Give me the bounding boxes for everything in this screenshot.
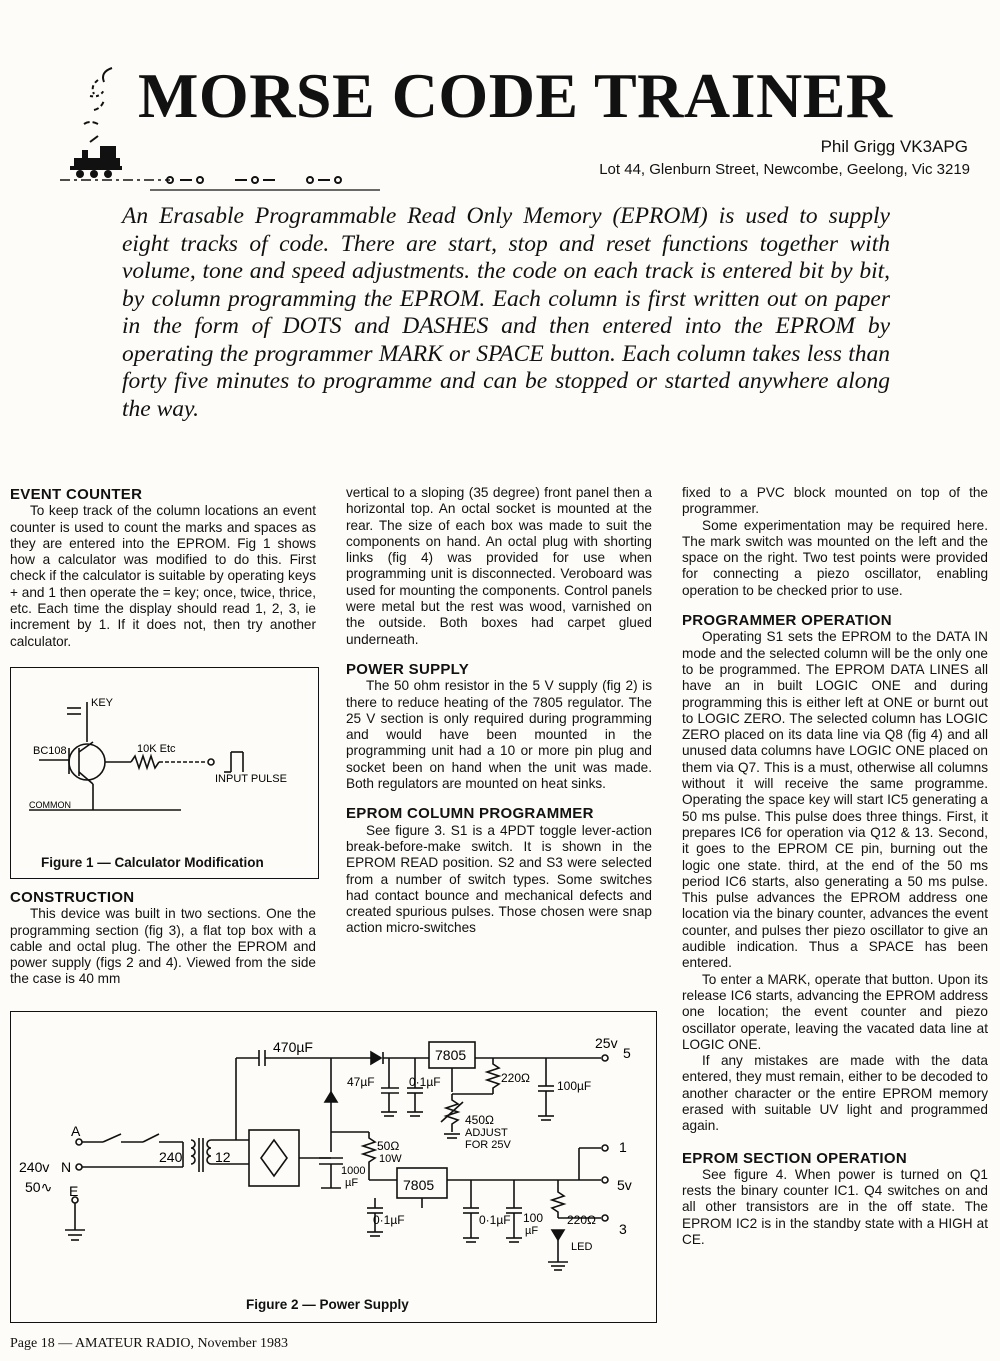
fig2-mains-v: 240v bbox=[19, 1159, 50, 1175]
fig2-adjust-1: ADJUST bbox=[465, 1127, 508, 1139]
fig2-cap-1000a: 1000 bbox=[341, 1165, 366, 1177]
eprom-section-heading: EPROM SECTION OPERATION bbox=[682, 1149, 907, 1167]
event-counter-heading: EVENT COUNTER bbox=[10, 486, 143, 503]
fig2-cap-1000b: µF bbox=[345, 1177, 359, 1189]
fig2-res-220b: 220Ω bbox=[567, 1213, 596, 1227]
programmer-operation-text-3: If any mistakes are made with the data entered, they must remain, either to be decoded to another character or the entire EPROM memory erased with suitable UV light and programmed again. bbox=[682, 1053, 988, 1134]
fig2-cap-470: 470µF bbox=[273, 1039, 313, 1055]
column-2 bbox=[346, 485, 652, 937]
fig2-cap-01b: 0·1µF bbox=[373, 1213, 405, 1227]
power-supply-text: The 50 ohm resistor in the 5 V supply (fig 2) is there to reduce heating of the 7805 regulator. The 25 V section is only required during programming and would have been mounted in the programming unit had a 10 or more pin plug and socket been on hand when the unit was made. Both regulators are mounted on heat sinks. bbox=[346, 678, 652, 792]
fig2-tx-primary: 240 bbox=[159, 1149, 183, 1165]
figure-2-schematic bbox=[11, 1012, 656, 1297]
fig2-res-50w: 10W bbox=[379, 1153, 402, 1165]
intro-paragraph: An Erasable Programmable Read Only Memory (EPROM) is used to supply eight tracks of code. There are start, stop and reset functions together with volume, tone and speed adjustments. the code on each track is entered bit by bit, by column programming the EPROM. Each column is first written out on paper in the form of DOTS and DASHES and then entered into the EPROM by operating the programmer MARK or SPACE button. Each column takes less than forty five minutes to programme and can be stopped or started anywhere along the way. bbox=[122, 203, 890, 422]
fig2-reg-top: 7805 bbox=[435, 1047, 467, 1063]
fig2-out-5v: 5v bbox=[617, 1177, 632, 1193]
figure-2-box bbox=[10, 1011, 657, 1323]
fig2-cap-100b1: 100 bbox=[523, 1211, 544, 1225]
fig2-cap-01a: 0·1µF bbox=[409, 1075, 441, 1089]
eprom-programmer-text: See figure 3. S1 is a 4PDT toggle lever-action break-before-make switch. It is shown in the EPROM READ position. S2 and S3 were selected from a number of switch types. Some switches had contact bounce and mechanical defects and created spurious pulses. Those chosen were snap action micro-switches bbox=[346, 822, 652, 936]
fig2-pot-450: 450Ω bbox=[465, 1113, 494, 1127]
experimentation-text: Some experimentation may be required here. The mark switch was mounted on the left and the space on the right. Two test points were provided for connecting a piezo oscillator, enabling operation to be checked prior to use. bbox=[682, 517, 988, 598]
power-supply-heading: POWER SUPPLY bbox=[346, 660, 470, 678]
fig1-resistor-label: 10K Etc bbox=[137, 743, 176, 755]
column-3-continued: fixed to a PVC block mounted on top of the programmer. bbox=[682, 485, 988, 517]
construction-heading: CONSTRUCTION bbox=[10, 889, 135, 906]
column-3 bbox=[682, 485, 988, 1248]
event-counter-text: To keep track of the column locations an event counter is used to count the marks and spaces as they are entered into the EPROM. Fig 1 shows how a calculator was modified to do this. First check if the calculator is suitable by operating keys + and 1 then operate the = key; once, twice, thrice, etc. Each time the display should read 1, 2, 3, ie increment by 1. If it does not, then try another calculator. bbox=[10, 503, 316, 649]
fig2-node-n: N bbox=[61, 1159, 72, 1175]
author-address: Lot 44, Glenburn Street, Newcombe, Geelong, Vic 3219 bbox=[599, 161, 970, 178]
fig2-pin1: 1 bbox=[619, 1139, 627, 1155]
fig2-pin5: 5 bbox=[623, 1045, 631, 1061]
fig2-adjust-2: FOR 25V bbox=[465, 1139, 511, 1151]
figure-1-schematic bbox=[11, 668, 318, 848]
fig2-res-50: 50Ω bbox=[377, 1139, 400, 1153]
fig2-cap-01c: 0·1µF bbox=[479, 1213, 511, 1227]
figure-1-box bbox=[10, 667, 319, 879]
page-footer: Page 18 — AMATEUR RADIO, November 1983 bbox=[10, 1336, 289, 1351]
fig2-node-e: E bbox=[69, 1183, 79, 1199]
fig2-mains-hz: 50∿ bbox=[25, 1179, 53, 1195]
fig1-transistor-label: BC108 bbox=[33, 745, 67, 757]
fig2-out-25v: 25v bbox=[595, 1035, 618, 1051]
fig2-reg-bottom: 7805 bbox=[403, 1177, 435, 1193]
fig2-led: LED bbox=[571, 1241, 593, 1253]
author-name: Phil Grigg VK3APG bbox=[820, 137, 968, 156]
fig2-cap-100a: 100µF bbox=[557, 1079, 592, 1093]
fig2-node-a: A bbox=[71, 1123, 81, 1139]
programmer-operation-text-1: Operating S1 sets the EPROM to the DATA IN mode and the selected column will be the only one to be programmed. The EPROM DATA LINES all have an in built LOGIC ONE and during programming this is either left at ONE or burnt out to LOGIC ZERO. The selected column has LOGIC ZERO placed on its data line via Q8 (fig 4) and all unused data columns have LOGIC ONE placed on them via Q7. This is a must, otherwise all columns without it will receive the same programme. Operating the space key will start IC5 generating a 50 ms pulse. This pulse does three things. First, it prepares IC6 for operation via Q12 & 13. Second, it goes to the EPROM CE pin, burning out the logic one state. third, at the end of the 50 ms period IC6 starts, also generating a 50 ms pulse. This pulse advances the EPROM address one location via the binary counter, advances the event counter, and pulses ther piezo oscillator to give an audible indication. Thus a SPACE has been entered. bbox=[682, 629, 988, 971]
fig2-cap-47: 47µF bbox=[347, 1075, 375, 1089]
fig1-input-label: INPUT PULSE bbox=[215, 773, 287, 785]
eprom-section-text: See figure 4. When power is turned on Q1 rests the binary counter IC1. Q4 switches on and all other transistors are in the off state. The EPROM IC2 is in the standby state with a HIGH at CE. bbox=[682, 1166, 988, 1248]
article-title: MORSE CODE TRAINER bbox=[138, 60, 893, 131]
fig2-pin3: 3 bbox=[619, 1221, 627, 1237]
morse-track-illustration bbox=[150, 160, 380, 195]
programmer-operation-text-2: To enter a MARK, operate that button. Upon its release IC6 starts, advancing the EPROM address one location; the event counter and piezo oscillator operate, leaving the vacated data line at LOGIC ONE. bbox=[682, 971, 988, 1052]
construction-continued: vertical to a sloping (35 degree) front panel then a horizontal top. An octal socket is mounted at the rear. The size of each box was made to suit the components on hand. An octal plug with shorting links (fig 4) was provided for use when programming unit is disconnected. Veroboard was used for mounting the components. Control panels were metal but the rest was wood, varnished on the outside. Both boxes had carpet glued underneath. bbox=[346, 485, 652, 647]
figure-2-caption: Figure 2 — Power Supply bbox=[246, 1297, 409, 1312]
column-1-bottom bbox=[10, 890, 316, 988]
column-1-top bbox=[10, 487, 316, 650]
fig2-cap-100b2: µF bbox=[525, 1225, 539, 1237]
fig2-res-220a: 220Ω bbox=[501, 1071, 530, 1085]
fig1-key-label: KEY bbox=[91, 697, 114, 709]
figure-1-caption: Figure 1 — Calculator Modification bbox=[41, 855, 264, 870]
programmer-operation-heading: PROGRAMMER OPERATION bbox=[682, 612, 892, 630]
fig1-common-label: COMMON bbox=[29, 800, 71, 810]
fig2-tx-secondary: 12 bbox=[215, 1149, 231, 1165]
eprom-programmer-heading: EPROM COLUMN PROGRAMMER bbox=[346, 805, 594, 823]
construction-text: This device was built in two sections. One the programming section (fig 3), a flat top box with a cable and octal plug. The other the EPROM and power supply (figs 2 and 4). Viewed from the side the case is 40 mm bbox=[10, 906, 316, 987]
